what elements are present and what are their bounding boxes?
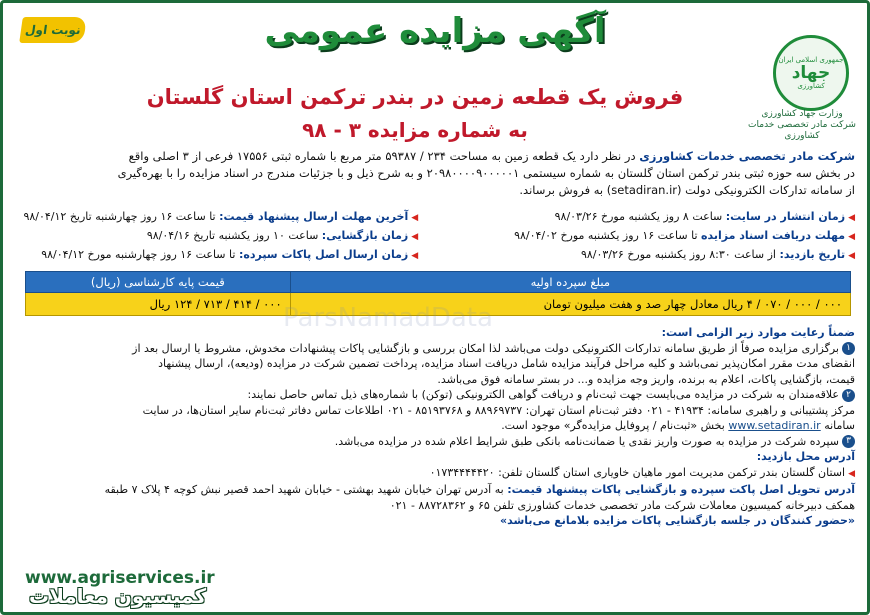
intro-text-2: در بخش سه حوزه ثبتی بندر ترکمن استان گلستان به شماره سیستمی ۲۰۹۸۰۰۰۰۹۰۰۰۰۰۱ و به شرح ذیل و با جزئیات مندرج در اسناد مزایده را با بهره‌گیری — [117, 166, 855, 180]
condition-line: قیمت، بازگشایی پاکات، اعلام به برنده، واریز وجه مزایده و... در بستر سامانه فوق می‌باشد. — [437, 372, 855, 386]
schedule-right — [452, 208, 855, 265]
base-price-header: قیمت پایه کارشناسی (ریال) — [26, 272, 291, 293]
final-note: «حضور کنندگان در جلسه بازگشایی پاکات مزایده بلامانع می‌باشد» — [499, 514, 855, 527]
bullet-icon: ◀ — [411, 213, 419, 223]
condition-item: ۳سپرده شرکت در مزایده به صورت واریز نقدی یا ضمانت‌نامه بانکی طبق شرایط اعلام شده در مزایده می‌باشد. — [15, 434, 855, 450]
watermark: ParsNamadData — [283, 303, 493, 333]
conditions — [15, 325, 855, 529]
bullet-icon: ◀ — [411, 251, 419, 261]
base-price-value: ۰۰۰ / ۴۱۴ / ۷۱۳ / ۱۲۴ ریال — [26, 293, 291, 316]
schedule-item: ◀زمان بازگشایی: ساعت ۱۰ روز یکشنبه تاریخ ۹۸/۰۴/۱۶ — [146, 229, 419, 242]
auction-title: فروش یک قطعه زمین در بندر ترکمن استان گلستان — [146, 85, 684, 109]
bullet-icon: ◀ — [848, 251, 855, 261]
setadiran-link[interactable]: www.setadiran.ir — [728, 419, 821, 432]
schedule-item: ◀آخرین مهلت ارسال پیشنهاد قیمت: تا ساعت ۱۶ روز چهارشنبه تاریخ ۹۸/۰۴/۱۲ — [23, 210, 419, 223]
schedule-item: ◀مهلت دریافت اسناد مزایده تا ساعت ۱۶ روز یکشنبه مورخ ۹۸/۰۴/۰۲ — [514, 229, 855, 242]
condition-item: ۱برگزاری مزایده صرفاً از طریق سامانه تدارکات الکترونیکی دولت می‌باشد لذا امکان بررسی و بازگشایی پاکات پیشنهادات مخدوش، مشروط یا ارسال بعد از — [15, 341, 855, 357]
intro-text-3: از سامانه تدارکات الکترونیکی دولت (setadiran.ir) به فروش برساند. — [519, 183, 855, 197]
delivery-line: آدرس تحویل اصل پاکت سپرده و بازگشایی پاکات پیشنهاد قیمت: به آدرس تهران خیابان شهید بهشتی - خیابان شهید احمد قصیر نبش کوچه ۴ پلاک ۷ طبقه — [104, 483, 855, 496]
condition-line: انقضای مدت مقرر امکان‌پذیر نمی‌باشد و کلیه مراحل فرآیند مزایده شامل دریافت اسناد مزایده، پرداخت تضمین شرکت در مزایده (ودیعه)، ارسال پیشنهاد — [158, 357, 855, 370]
org-line-1: وزارت جهاد کشاورزی — [761, 109, 843, 119]
website-link[interactable]: www.agriservices.ir — [25, 568, 215, 588]
page-title: آگهی مزایده عمومی — [264, 11, 606, 51]
logo-sub-text: کشاورزی — [797, 82, 825, 90]
bullet-icon: ◀ — [848, 232, 855, 242]
schedule-item: ◀زمان ارسال اصل پاکات سپرده: تا ساعت ۱۶ روز چهارشنبه مورخ ۹۸/۰۴/۱۲ — [41, 248, 419, 261]
bullet-icon: ◀ — [411, 232, 419, 242]
round-badge: نوبت اول — [19, 17, 87, 43]
ministry-logo — [773, 35, 849, 111]
delivery-line-2: همکف دبیرخانه کمیسیون معاملات شرکت مادر تخصصی خدمات کشاورزی تلفن ۶۵ و ۸۸۷۲۸۳۶۲ - ۰۲۱ — [389, 498, 855, 512]
table-header-row — [26, 272, 851, 293]
schedule-item: ◀زمان انتشار در سایت: ساعت ۸ روز یکشنبه مورخ ۹۸/۰۳/۲۶ — [554, 210, 855, 223]
intro-text-1: در نظر دارد یک قطعه زمین به مساحت ۲۳۴ / ۵۹۳۸۷ متر مربع با شماره ثبتی ۱۷۵۵۶ فرعی از ۳ اصلی واقع — [128, 149, 640, 163]
number-icon: ۱ — [842, 342, 855, 355]
bullet-icon: ◀ — [848, 468, 855, 479]
logo-top-text: جمهوری اسلامی ایران — [778, 56, 844, 64]
condition-item: ۲علاقه‌مندان به شرکت در مزایده می‌بایست جهت ثبت‌نام و دریافت گواهی الکترونیکی (توکن) با شماره‌های ذیل تماس حاصل نمایند: — [15, 387, 855, 403]
address-heading: آدرس محل بازدید: — [756, 450, 855, 463]
condition-line: مرکز پشتیبانی و راهبری سامانه: ۴۱۹۳۴ - ۰۲۱ دفتر ثبت‌نام استان تهران: ۸۸۹۶۹۷۳۷ و ۸۵۱۹۳۷۶۸ - ۰۲۱ اطلاعات تماس دفاتر ثبت‌نام سایر استان‌ها، در سایت — [142, 403, 855, 417]
bullet-icon: ◀ — [848, 213, 855, 223]
schedule-left — [15, 208, 418, 265]
condition-line: سامانه www.setadiran.ir بخش «ثبت‌نام / پروفایل مزایده‌گر» موجود است. — [501, 419, 855, 432]
auction-number: به شماره مزایده ۳ - ۹۸ — [302, 118, 528, 142]
number-icon: ۳ — [842, 435, 855, 448]
address-line: ◀استان گلستان بندر ترکمن مدیریت امور ماهیان خاویاری استان گلستان تلفن: ۰۱۷۳۴۴۴۴۴۲۰ — [429, 465, 855, 479]
footer — [3, 564, 867, 612]
company-name: شرکت مادر تخصصی خدمات کشاورزی — [639, 149, 855, 163]
logo-name: جهاد — [791, 63, 831, 83]
schedule — [15, 208, 855, 264]
deposit-header: مبلغ سپرده اولیه — [290, 272, 850, 293]
number-icon: ۲ — [842, 389, 855, 402]
organization-name — [747, 109, 857, 142]
deposit-value: ۰۰۰ / ۰۰۰ / ۰۷۰ / ۴ ریال معادل چهار صد و هفت میلیون تومان — [290, 293, 850, 316]
commission-label: کمیسیون معاملات — [29, 584, 207, 608]
schedule-item: ◀تاریخ بازدید: از ساعت ۸:۳۰ روز یکشنبه مورخ ۹۸/۰۳/۲۶ — [580, 248, 855, 261]
org-line-2: شرکت مادر تخصصی خدمات کشاورزی — [748, 120, 856, 141]
intro-paragraph — [15, 148, 855, 199]
conditions-heading: ضمناً رعایت موارد زیر الزامی است: — [661, 326, 855, 339]
